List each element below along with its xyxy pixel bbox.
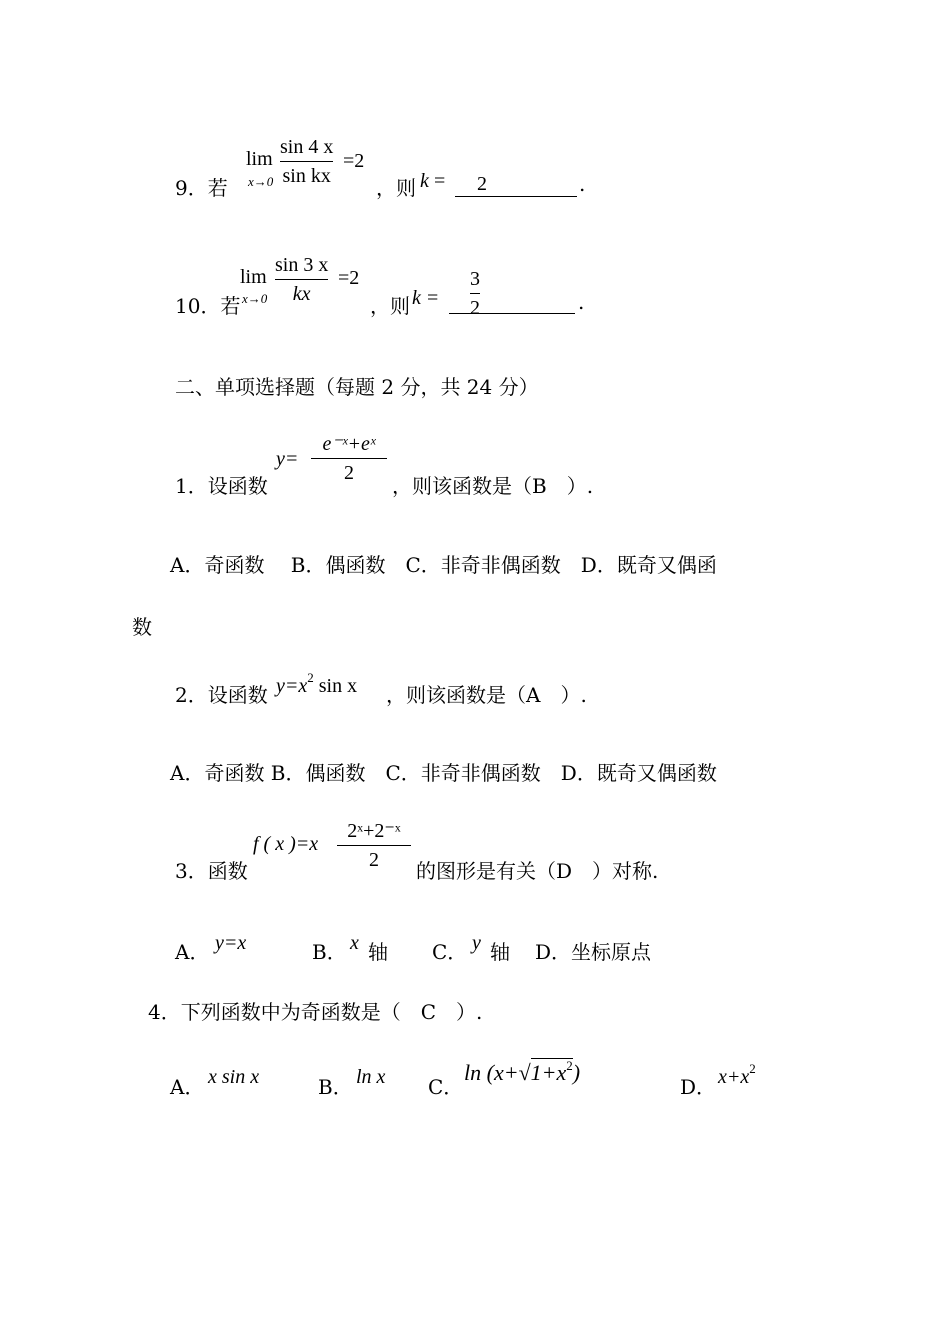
mc3-func: f ( x )=x — [253, 833, 319, 855]
mc4-opt-d — [718, 1061, 756, 1089]
q9-then: ，则 — [376, 176, 416, 200]
mc4-opt-d-main: x+x — [718, 1066, 750, 1088]
q10-frac-den: kx — [292, 283, 311, 305]
mc1-frac-den: 2 — [344, 462, 354, 484]
mc4-opt-a-label: A． — [170, 1075, 205, 1099]
q9-number: 9．若 — [175, 176, 228, 200]
q9-lim: lim — [246, 148, 273, 170]
q9-frac-bar — [280, 161, 333, 162]
q9-lim-sub: x→0 — [248, 174, 274, 189]
section-heading: 二、单项选择题（每题 2 分，共 24 分） — [175, 375, 539, 399]
mc1-prompt-pre: 1．设函数 — [175, 474, 268, 498]
q10-frac-bar — [275, 279, 328, 280]
mc3-frac-den: 2 — [369, 849, 379, 871]
mc2-prompt-post: ，则该函数是（A ）. — [386, 683, 587, 707]
mc3-opt-b-var: x — [350, 932, 359, 954]
mc4-opt-b-label: B． — [318, 1075, 353, 1099]
mc2-func-exp: 2 — [307, 670, 314, 685]
mc1-prompt-post: ，则该函数是（B ）. — [392, 474, 594, 498]
mc3-opt-a: y=x — [215, 932, 247, 954]
q10-answer-blank — [449, 313, 575, 314]
q9-fraction — [280, 136, 333, 187]
mc1-fraction — [311, 433, 387, 484]
mc1-options-wrap: 数 — [132, 615, 152, 639]
q10-k: k — [412, 287, 421, 309]
q10-frac-num: sin 3 x — [275, 254, 329, 276]
mc3-opt-c-label: C． — [432, 940, 468, 964]
mc2-func — [276, 670, 358, 698]
q10-ans-den: 2 — [470, 297, 480, 319]
q10-equals: =2 — [338, 267, 360, 289]
mc1-options: A．奇函数 B．偶函数 C．非奇非偶函数 D．既奇又偶函 — [170, 553, 717, 577]
mc3-opt-d: D．坐标原点 — [535, 940, 652, 964]
q10-answer-fraction — [470, 268, 480, 319]
mc3-opt-a-label: A． — [175, 940, 210, 964]
mc1-frac-bar — [311, 458, 387, 459]
mc4-opt-d-exp: 2 — [749, 1061, 756, 1076]
mc4-opt-b: ln x — [356, 1066, 386, 1088]
q10-lim-sub: x→0 — [242, 291, 268, 306]
mc4-opt-a: x sin x — [208, 1066, 260, 1088]
mc4-opt-c-exp: 2 — [566, 1058, 573, 1073]
q10-eqsign: = — [427, 287, 439, 309]
q10-lim: lim — [240, 266, 267, 288]
q9-answer: 2 — [455, 173, 577, 197]
mc3-opt-b-label: B． — [312, 940, 347, 964]
mc3-opt-c-text: 轴 — [490, 940, 510, 964]
mc4-opt-c-rad-text: 1+x — [530, 1060, 567, 1085]
mc3-opt-c-var: y — [472, 932, 481, 954]
mc3-frac-bar — [337, 845, 411, 846]
q10-end: . — [578, 290, 585, 314]
mc2-func-main: y=x — [276, 675, 308, 697]
q9-eqsign: = — [434, 170, 446, 192]
mc2-options: A．奇函数 B．偶函数 C．非奇非偶函数 D．既奇又偶函数 — [170, 761, 717, 785]
q9-equals: =2 — [343, 150, 365, 172]
mc4-opt-c-radicand — [531, 1058, 573, 1085]
mc2-prompt-pre: 2．设函数 — [175, 683, 268, 707]
q10-ans-num: 3 — [470, 268, 480, 290]
mc3-fraction — [337, 820, 411, 871]
mc3-opt-b-text: 轴 — [368, 940, 388, 964]
mc4-opt-c-label: C． — [428, 1075, 464, 1099]
mc4-opt-c-pre: ln (x+ — [464, 1060, 519, 1085]
q9-k: k — [420, 170, 429, 192]
q9-frac-num: sin 4 x — [280, 136, 334, 158]
mc4-opt-c — [464, 1060, 580, 1086]
q10-then: ，则 — [370, 294, 410, 318]
mc1-frac-num: e⁻ˣ+eˣ — [322, 433, 376, 455]
q10-fraction — [275, 254, 328, 305]
mc3-frac-num: 2ˣ+2⁻ˣ — [347, 820, 401, 842]
q9-frac-den: sin kx — [282, 165, 331, 187]
mc3-prompt-post: 的图形是有关（D ）对称. — [416, 859, 659, 883]
mc1-y-eq: y= — [276, 448, 299, 470]
q9-end: . — [579, 172, 586, 196]
sqrt-icon: √ — [518, 1060, 531, 1085]
q10-ans-bar — [470, 293, 480, 294]
mc3-prompt-pre: 3．函数 — [175, 859, 248, 883]
q10-number: 10．若 — [175, 294, 241, 318]
mc4-prompt: 4．下列函数中为奇函数是（ C ）. — [148, 1000, 483, 1024]
mc4-opt-d-label: D． — [680, 1075, 717, 1099]
mc2-func-rest: sin x — [318, 675, 358, 697]
mc4-opt-c-post: ) — [572, 1060, 581, 1085]
